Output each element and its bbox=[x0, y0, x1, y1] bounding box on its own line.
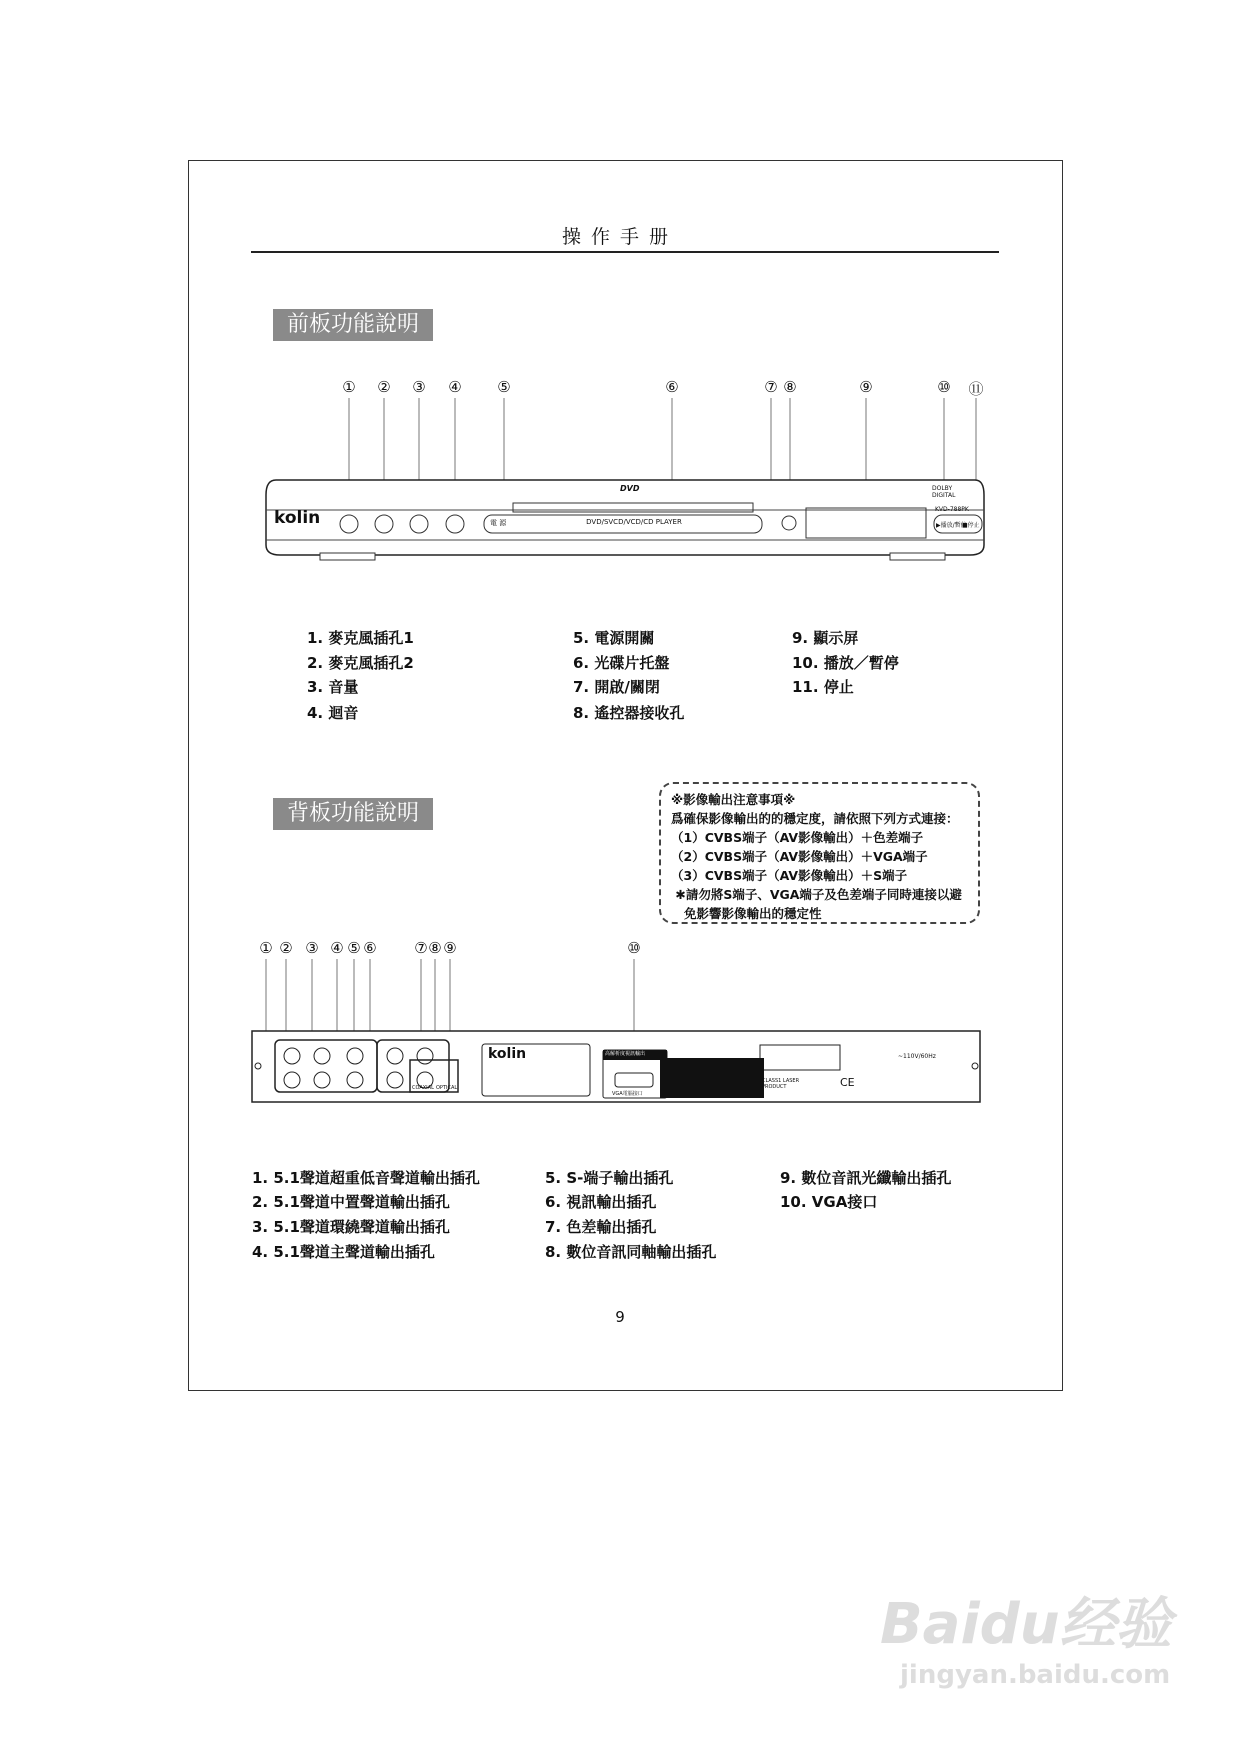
note-line: （2）CVBS端子（AV影像輸出）＋VGA端子 bbox=[671, 849, 928, 864]
back-callout-1: ① bbox=[259, 939, 273, 957]
back-callout-6: ⑥ bbox=[363, 939, 377, 957]
back-list-item: 2. 5.1聲道中置聲道輸出插孔 bbox=[252, 1193, 450, 1211]
front-list-item: 7. 開啟/關閉 bbox=[573, 678, 660, 696]
ce-mark: CE bbox=[840, 1076, 855, 1089]
front-callout-7: ⑦ bbox=[764, 378, 778, 396]
back-callout-5: ⑤ bbox=[347, 939, 361, 957]
back-callout-9: ⑨ bbox=[443, 939, 457, 957]
front-callout-5: ⑤ bbox=[497, 378, 511, 396]
back-callout-8: ⑧ bbox=[428, 939, 442, 957]
note-line: 免影響影像輸出的穩定性 bbox=[671, 906, 822, 921]
note-line: （3）CVBS端子（AV影像輸出）＋S端子 bbox=[671, 868, 908, 883]
back-list-item: 9. 數位音訊光纖輸出插孔 bbox=[780, 1169, 952, 1187]
watermark-url: jingyan.baidu.com bbox=[900, 1660, 1171, 1690]
front-list-item: 9. 顯示屏 bbox=[792, 629, 859, 647]
vga-port[interactable]: VGA電腦接口 bbox=[612, 1091, 643, 1097]
back-callout-2: ② bbox=[279, 939, 293, 957]
play-pause-button[interactable]: ▶播放/暫停 bbox=[936, 522, 967, 529]
front-list-item: 10. 播放／暫停 bbox=[792, 654, 899, 672]
back-list-item: 8. 數位音訊同軸輸出插孔 bbox=[545, 1243, 717, 1261]
front-list-item: 5. 電源開關 bbox=[573, 629, 655, 647]
video-output-note bbox=[659, 782, 980, 924]
dolby-logo: DOLBY DIGITAL bbox=[932, 485, 956, 499]
back-list-item: 3. 5.1聲道環繞聲道輸出插孔 bbox=[252, 1218, 450, 1236]
front-list-item: 3. 音量 bbox=[307, 678, 359, 696]
front-list-item: 4. 迴音 bbox=[307, 704, 359, 722]
back-list-item: 10. VGA接口 bbox=[780, 1193, 878, 1211]
model-label: KVD-788PK bbox=[935, 506, 969, 513]
front-list-item: 8. 遙控器接收孔 bbox=[573, 704, 685, 722]
back-list-item: 7. 色差輸出插孔 bbox=[545, 1218, 657, 1236]
front-callout-1: ① bbox=[342, 378, 356, 396]
back-callout-10: ⑩ bbox=[627, 939, 641, 957]
dvd-logo: DVD bbox=[620, 484, 640, 493]
optical-port[interactable]: OPTICAL bbox=[436, 1085, 458, 1091]
front-section-title: 前板功能說明 bbox=[273, 309, 433, 341]
page-title: 操作手册 bbox=[561, 226, 678, 248]
back-callout-3: ③ bbox=[305, 939, 319, 957]
front-list-item: 2. 麥克風插孔2 bbox=[307, 654, 414, 672]
power-button[interactable]: 電 源 bbox=[490, 519, 507, 527]
note-line: ※影像輸出注意事項※ bbox=[671, 792, 796, 807]
front-callout-2: ② bbox=[377, 378, 391, 396]
back-list-item: 5. S-端子輸出插孔 bbox=[545, 1169, 674, 1187]
power-rating: ~110V/60Hz bbox=[898, 1053, 936, 1060]
back-section-title: 背板功能說明 bbox=[273, 798, 433, 830]
back-list-item: 1. 5.1聲道超重低音聲道輸出插孔 bbox=[252, 1169, 480, 1187]
stop-button[interactable]: ■停止 bbox=[962, 522, 980, 529]
watermark bbox=[880, 1580, 1172, 1690]
back-brand-label: kolin bbox=[488, 1046, 527, 1062]
note-line: ✱請勿將S端子、VGA端子及色差端子同時連接以避 bbox=[671, 887, 962, 902]
front-callout-9: ⑨ bbox=[859, 378, 873, 396]
back-list-item: 4. 5.1聲道主聲道輸出插孔 bbox=[252, 1243, 435, 1261]
disc-tray-label[interactable]: DVD/SVCD/VCD/CD PLAYER bbox=[586, 518, 682, 526]
page-number: 9 bbox=[615, 1308, 625, 1326]
front-list-item: 11. 停止 bbox=[792, 678, 854, 696]
watermark-logo: Baidu经验 bbox=[880, 1592, 1172, 1657]
front-list-item: 1. 麥克風插孔1 bbox=[307, 629, 414, 647]
front-callout-11: ⑪ bbox=[968, 380, 984, 398]
laser-label: CLASS1 LASER PRODUCT bbox=[762, 1078, 800, 1090]
front-callout-6: ⑥ bbox=[665, 378, 679, 396]
front-list-item: 6. 光碟片托盤 bbox=[573, 654, 670, 672]
front-callout-10: ⑩ bbox=[937, 378, 951, 396]
note-line: 爲確保影像輸出的的穩定度，請依照下列方式連接： bbox=[671, 811, 959, 826]
note-line: （1）CVBS端子（AV影像輸出）＋色差端子 bbox=[671, 830, 924, 845]
back-callout-7: ⑦ bbox=[414, 939, 428, 957]
front-callout-3: ③ bbox=[412, 378, 426, 396]
coaxial-port[interactable]: COAXIAL bbox=[412, 1085, 434, 1091]
vga-header: 高解析度視訊輸出 bbox=[605, 1051, 646, 1057]
front-callout-4: ④ bbox=[448, 378, 462, 396]
brand-logo: kolin bbox=[274, 508, 321, 528]
front-callout-8: ⑧ bbox=[783, 378, 797, 396]
back-list-item: 6. 視訊輸出插孔 bbox=[545, 1193, 657, 1211]
back-callout-4: ④ bbox=[330, 939, 344, 957]
